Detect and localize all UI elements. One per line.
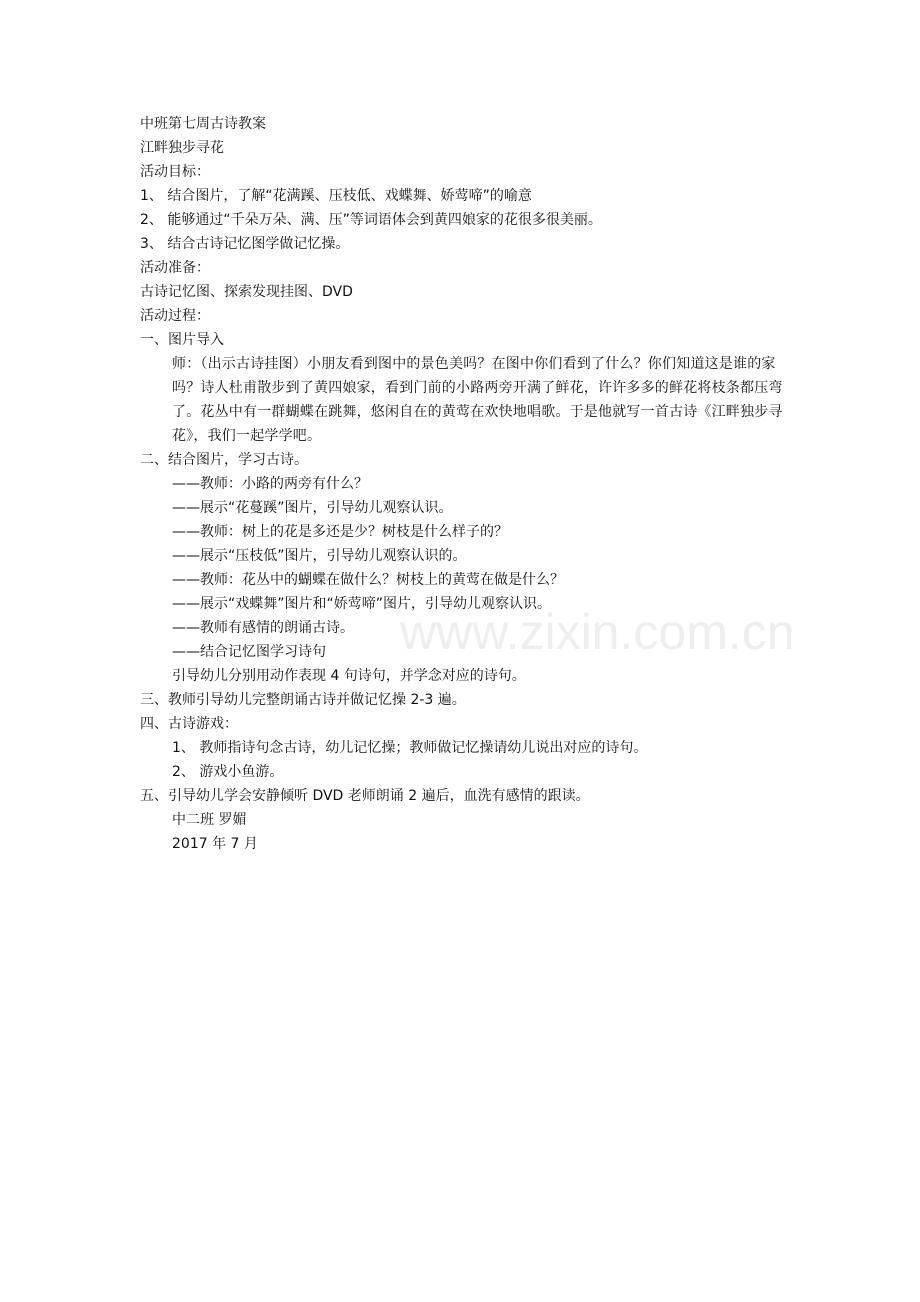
step2-item: ——结合记忆图学习诗句 [172, 644, 326, 660]
goal-item: 1、 结合图片，了解“花满蹊、压枝低、戏蝶舞、娇莺啼”的喻意 [140, 188, 532, 204]
step4-item: 2、 游戏小鱼游。 [172, 764, 284, 780]
step2-item: ——展示“压枝低”图片，引导幼儿观察认识的。 [172, 548, 467, 564]
author-line: 中二班 罗媚 [172, 812, 247, 828]
step2-item: ——教师：小路的两旁有什么？ [172, 476, 368, 492]
process-heading: 活动过程： [140, 308, 210, 324]
step1-heading: 一、图片导入 [140, 332, 224, 348]
prep-text: 古诗记忆图、探索发现挂图、DVD [140, 284, 353, 300]
prep-heading: 活动准备： [140, 260, 210, 276]
goal-item: 2、 能够通过“千朵万朵、满、压”等词语体会到黄四娘家的花很多很美丽。 [140, 212, 602, 228]
step4-heading: 四、古诗游戏： [140, 716, 238, 732]
goals-heading: 活动目标： [140, 164, 210, 180]
step2-item: 引导幼儿分别用动作表现 4 句诗句，并学念对应的诗句。 [172, 668, 526, 684]
step4-item: 1、 教师指诗句念古诗，幼儿记忆操；教师做记忆操请幼儿说出对应的诗句。 [172, 740, 648, 756]
step5-heading: 五、引导幼儿学会安静倾听 DVD 老师朗诵 2 遍后，血洗有感情的跟读。 [140, 788, 590, 804]
step2-item: ——展示“戏蝶舞”图片和“娇莺啼”图片，引导幼儿观察认识。 [172, 596, 552, 612]
date-line: 2017 年 7 月 [172, 836, 258, 852]
step2-item: ——教师：树上的花是多还是少？树枝是什么样子的？ [172, 524, 508, 540]
poem-title: 江畔独步寻花 [140, 140, 224, 156]
goal-item: 3、 结合古诗记忆图学做记忆操。 [140, 236, 350, 252]
watermark: www.zixin.com.cn [400, 604, 795, 660]
step2-item: ——教师有感情的朗诵古诗。 [172, 620, 354, 636]
doc-title: 中班第七周古诗教案 [140, 116, 266, 132]
step1-paragraph: 师：（出示古诗挂图）小朋友看到图中的景色美吗？在图中你们看到了什么？你们知道这是谁的家吗？诗人杜甫散步到了黄四娘家，看到门前的小路两旁开满了鲜花，许许多多的鲜花将枝条都压弯了。花丛中有一群蝴蝶在跳舞，悠闲自在的黄莺在欢快地唱歌。于是他就写一首古诗《江畔独步寻花》，我们一起学学吧。 [172, 356, 783, 444]
step2-item: ——展示“花蔓蹊”图片，引导幼儿观察认识。 [172, 500, 453, 516]
step2-heading: 二、结合图片，学习古诗。 [140, 452, 308, 468]
step3-heading: 三、教师引导幼儿完整朗诵古诗并做记忆操 2-3 遍。 [140, 692, 466, 708]
step2-item: ——教师：花丛中的蝴蝶在做什么？树枝上的黄莺在做是什么？ [172, 572, 564, 588]
